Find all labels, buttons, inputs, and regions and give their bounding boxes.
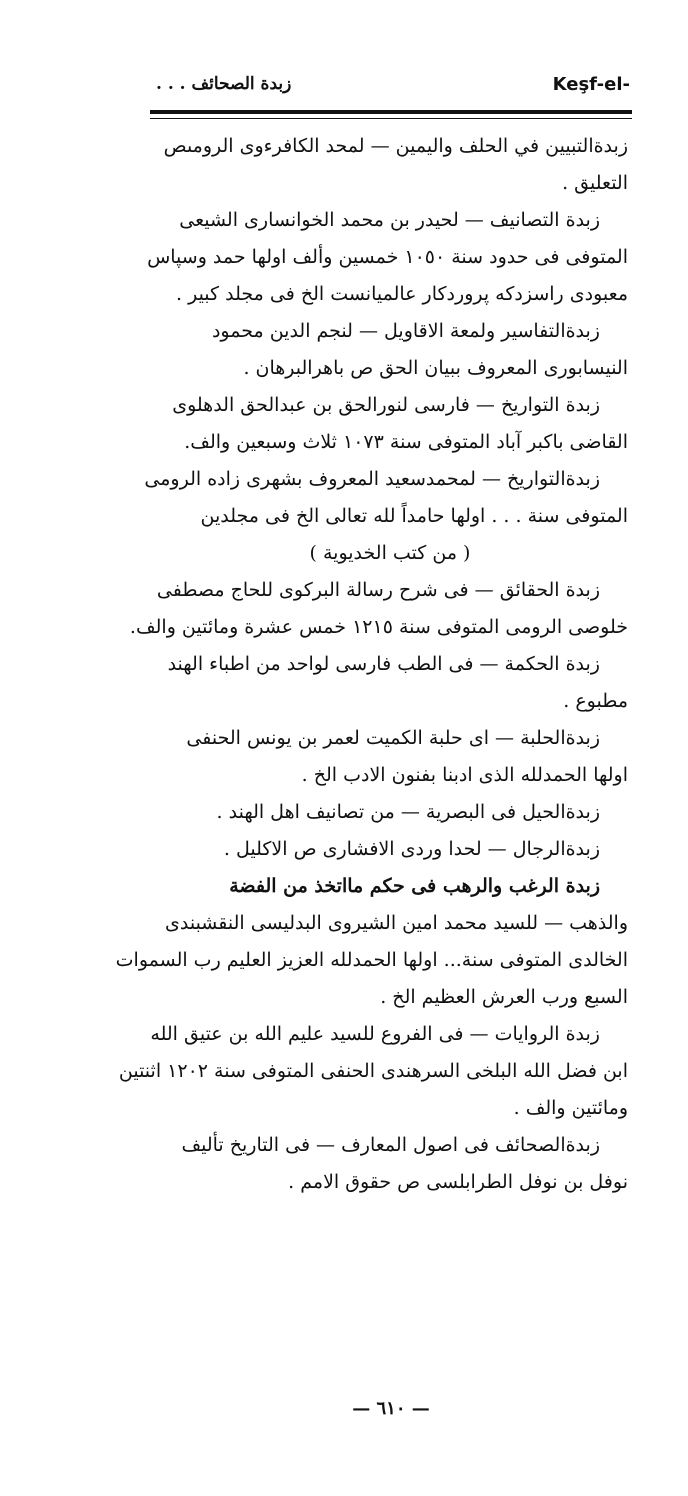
text-line: نوفل بن نوفل الطرابلسى ص حقوق الامم . <box>288 1171 628 1193</box>
text-line: زبدةالحيل فى البصرية — من تصانيف اهل الهند . <box>216 801 600 823</box>
text-line: ابن فضل الله البلخى السرهندى الحنفى المتوفى سنة ١٢٠٢ اثنتين <box>118 1060 628 1082</box>
text-line: زبدةالرجال — لحدا وردى الافشارى ص الاكليل . <box>223 838 600 860</box>
text-line: زبدةالصحائف فى اصول المعارف — فى التاريخ تأليف <box>181 1134 600 1156</box>
text-line: القاضى باكبر آباد المتوفى سنة ١٠٧٣ ثلاث وسبعين والف. <box>184 431 628 453</box>
text-line: زبدةالتواريخ — لمحمدسعيد المعروف بشهرى زاده الرومى <box>144 468 600 490</box>
text-line: والذهب — للسيد محمد امين الشيروى البدليسى النقشبندى <box>165 912 628 934</box>
text-line: ومائتين والف . <box>513 1097 628 1119</box>
text-line: التعليق . <box>562 172 628 194</box>
page-number: — ٦١٠ — <box>352 1398 430 1419</box>
book-title: Keşf-el- <box>552 74 630 95</box>
header-rule-thick <box>150 110 632 114</box>
text-line: خلوصى الرومى المتوفى سنة ١٢١٥ خمس عشرة ومائتين والف. <box>129 616 628 638</box>
text-line: زبدةالتبيين في الحلف واليمين — لمحد الكافرءوى الرومىص <box>163 135 628 157</box>
text-line: زبدة الحكمة — فى الطب فارسى لواحد من اطباء الهند <box>167 653 600 675</box>
text-line: زبدةالتفاسير ولمعة الاقاويل — لنجم الدين محمود <box>211 320 600 342</box>
text-line: اولها الحمدلله الذى ادبنا بفنون الادب الخ . <box>301 764 628 786</box>
running-title: زبدة الصحائف . . . <box>156 74 292 94</box>
text-line: معبودى راسزدكه پروردكار عالميانست الخ فى مجلد كبير . <box>176 283 628 305</box>
text-line: ( من كتب الخديوية ) <box>309 542 471 564</box>
text-line: السبع ورب العرش العظيم الخ . <box>380 986 628 1008</box>
text-line: مطبوع . <box>563 690 628 712</box>
text-line: المتوفى سنة . . . اولها حامداً لله تعالى الخ فى مجلدين <box>200 505 628 527</box>
page-header <box>150 74 630 104</box>
text-line: المتوفى فى حدود سنة ١٠٥٠ خمسين وألف اولها حمد وسپاس <box>147 246 628 268</box>
text-line: زبدة الحقائق — فى شرح رسالة البركوى للحاج مصطفى <box>156 579 600 601</box>
text-line: زبدة الرغب والرهب فى حكم مااتخذ من الفضة <box>229 875 600 897</box>
entries-body <box>115 128 628 1201</box>
header-rule-thin <box>150 118 632 119</box>
text-line: زبدة التصانيف — لحيدر بن محمد الخوانسارى الشيعى <box>179 209 600 231</box>
text-line: الخالدى المتوفى سنة... اولها الحمدلله العزيز العليم رب السموات <box>115 949 628 971</box>
text-line: النيسابورى المعروف ببيان الحق ص باهرالبرهان . <box>243 357 628 379</box>
text-line: زبدة الروايات — فى الفروع للسيد عليم الله بن عتيق الله <box>150 1023 600 1045</box>
text-line: زبدة التواريخ — فارسى لنورالحق بن عبدالحق الدهلوى <box>172 394 600 416</box>
text-line: زبدةالحلبة — اى حلبة الكميت لعمر بن يونس الحنفى <box>186 727 600 749</box>
